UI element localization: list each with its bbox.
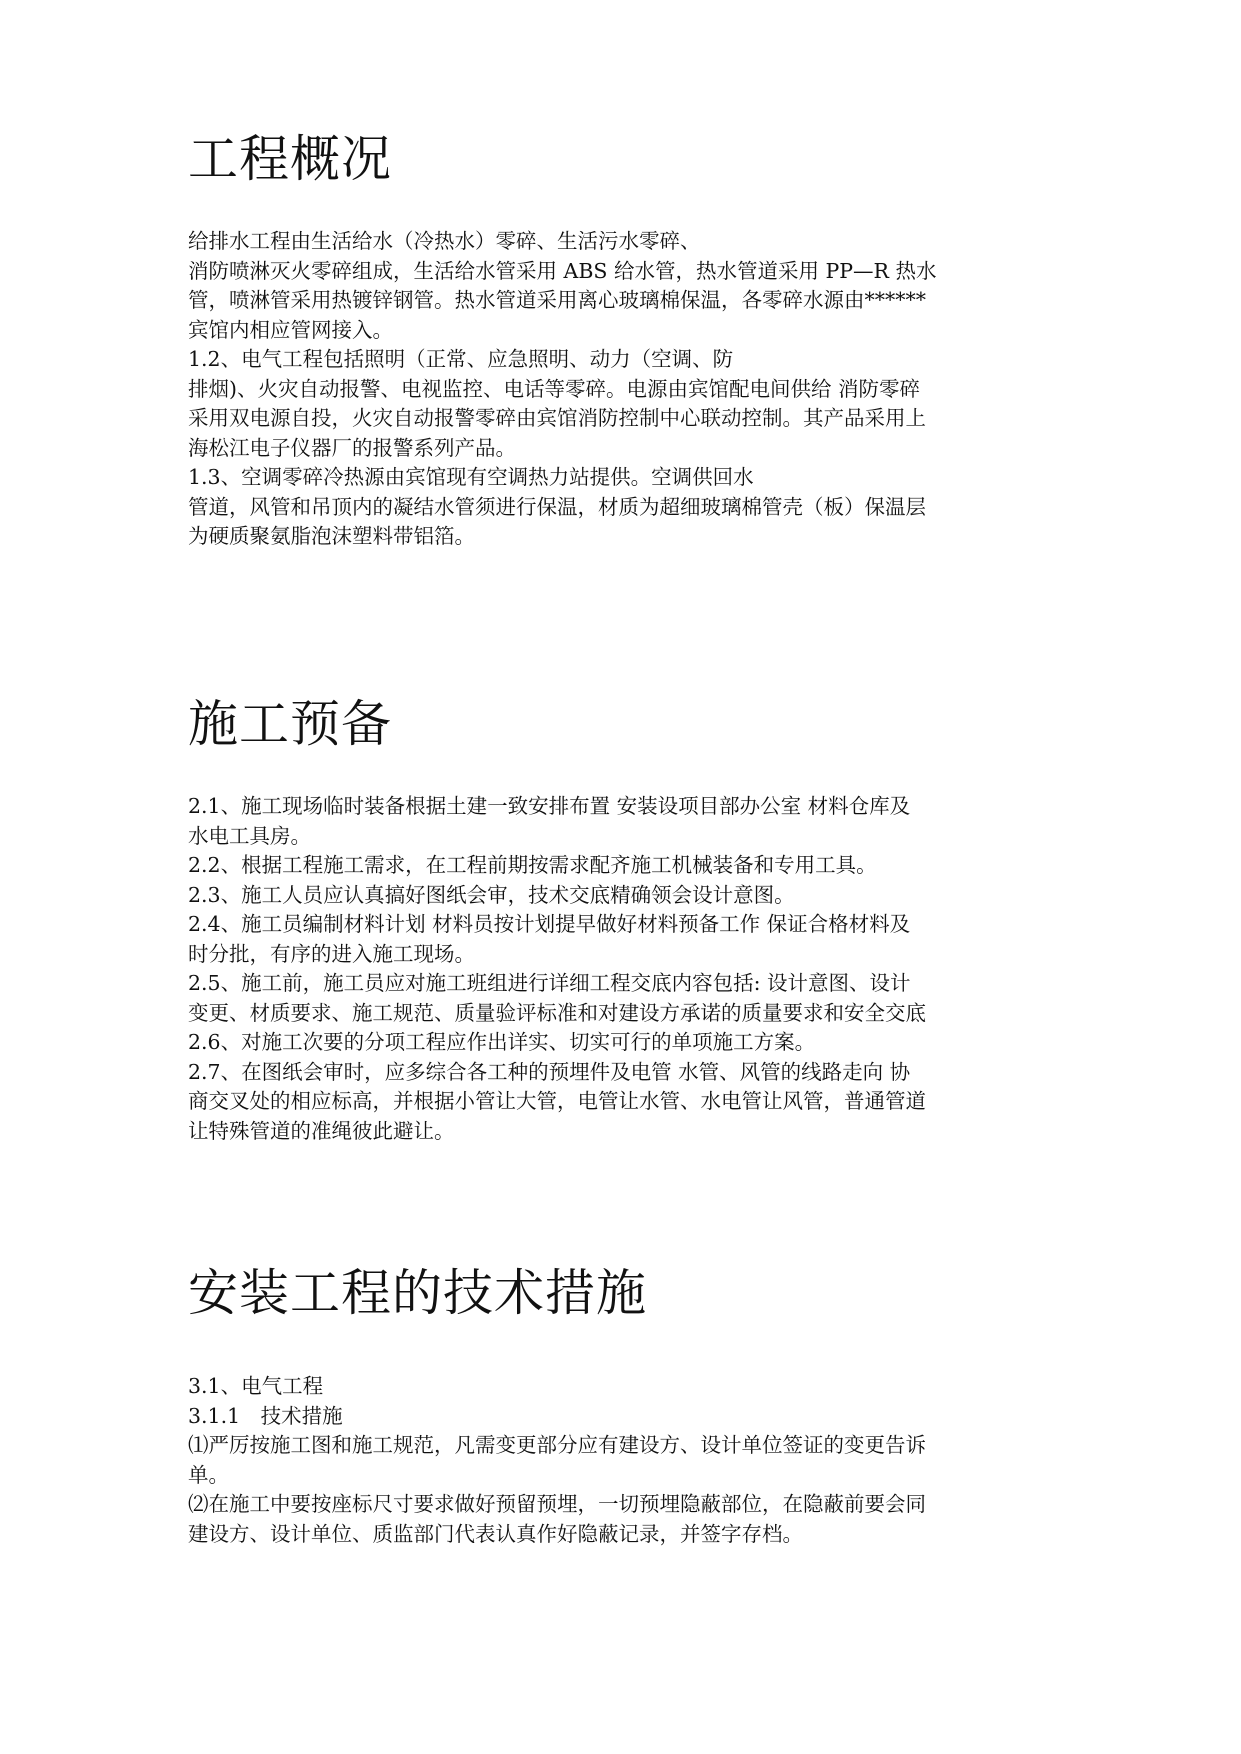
paragraph-line: 水电工具房。: [188, 823, 311, 848]
paragraph-line: 2.5、施工前，施工员应对施工班组进行详细工程交底内容包括: 设计意图、设计: [188, 971, 911, 995]
section-body-overview: [188, 227, 1068, 552]
paragraph-line: ⑴严厉按施工图和施工规范，凡需变更部分应有建设方、设计单位签证的变更告诉: [188, 1433, 926, 1457]
section-heading-overview: 工程概况: [188, 130, 392, 188]
paragraph-line: 1.3、空调零碎冷热源由宾馆现有空调热力站提供。空调供回水: [188, 465, 754, 489]
paragraph-line: 单。: [188, 1462, 229, 1487]
paragraph-line: 2.3、施工人员应认真搞好图纸会审，技术交底精确领会设计意图。: [188, 882, 795, 907]
paragraph-line: 2.2、根据工程施工需求，在工程前期按需求配齐施工机械装备和专用工具。: [188, 853, 877, 877]
section-heading-technical-measures: 安装工程的技术措施: [188, 1264, 647, 1322]
paragraph-line: 2.6、对施工次要的分项工程应作出详实、切实可行的单项施工方案。: [188, 1030, 816, 1054]
paragraph-line: 变更、材质要求、施工规范、质量验评标准和对建设方承诺的质量要求和安全交底: [188, 1000, 926, 1025]
paragraph-line: 让特殊管道的准绳彼此避让。: [188, 1118, 455, 1143]
paragraph-line: 2.7、在图纸会审时，应多综合各工种的预埋件及电管 水管、风管的线路走向 协: [188, 1059, 911, 1084]
section-body-technical-measures: [188, 1372, 1068, 1549]
paragraph-line: 2.4、施工员编制材料计划 材料员按计划提早做好材料预备工作 保证合格材料及: [188, 912, 911, 936]
section-heading-preparation: 施工预备: [188, 695, 392, 753]
paragraph-line: 管道，风管和吊顶内的凝结水管须进行保温，材质为超细玻璃棉管壳（板）保温层: [188, 494, 926, 519]
paragraph-line: 海松江电子仪器厂的报警系列产品。: [188, 435, 516, 460]
paragraph-line: 消防喷淋灭火零碎组成，生活给水管采用 ABS 给水管，热水管道采用 PP—R 热水: [188, 258, 937, 283]
paragraph-line: ⑵在施工中要按座标尺寸要求做好预留预埋，一切预埋隐蔽部位，在隐蔽前要会同: [188, 1492, 926, 1516]
paragraph-line: 2.1、施工现场临时装备根据土建一致安排布置 安装设项目部办公室 材料仓库及: [188, 794, 911, 818]
paragraph-line: 时分批，有序的进入施工现场。: [188, 941, 475, 966]
paragraph-line: 为硬质聚氨脂泡沫塑料带铝箔。: [188, 524, 475, 548]
paragraph-line: 采用双电源自投，火灾自动报警零碎由宾馆消防控制中心联动控制。其产品采用上: [188, 406, 926, 430]
paragraph-line: 3.1、电气工程: [188, 1374, 324, 1398]
paragraph-line: 管，喷淋管采用热镀锌钢管。热水管道采用离心玻璃棉保温，各零碎水源由******: [188, 288, 926, 312]
paragraph-line: 宾馆内相应管网接入。: [188, 317, 393, 342]
paragraph-line: 1.2、电气工程包括照明（正常、应急照明、动力（空调、防: [188, 347, 734, 371]
paragraph-line: 3.1.1 技术措施: [188, 1403, 343, 1428]
paragraph-line: 排烟)、火灾自动报警、电视监控、电话等零碎。电源由宾馆配电间供给 消防零碎: [188, 376, 921, 401]
section-body-preparation: [188, 792, 1068, 1146]
paragraph-line: 给排水工程由生活给水（冷热水）零碎、生活污水零碎、: [188, 229, 701, 253]
paragraph-line: 建设方、设计单位、质监部门代表认真作好隐蔽记录，并签字存档。: [188, 1521, 803, 1546]
paragraph-line: 商交叉处的相应标高，并根据小管让大管，电管让水管、水电管让风管，普通管道: [188, 1089, 926, 1113]
